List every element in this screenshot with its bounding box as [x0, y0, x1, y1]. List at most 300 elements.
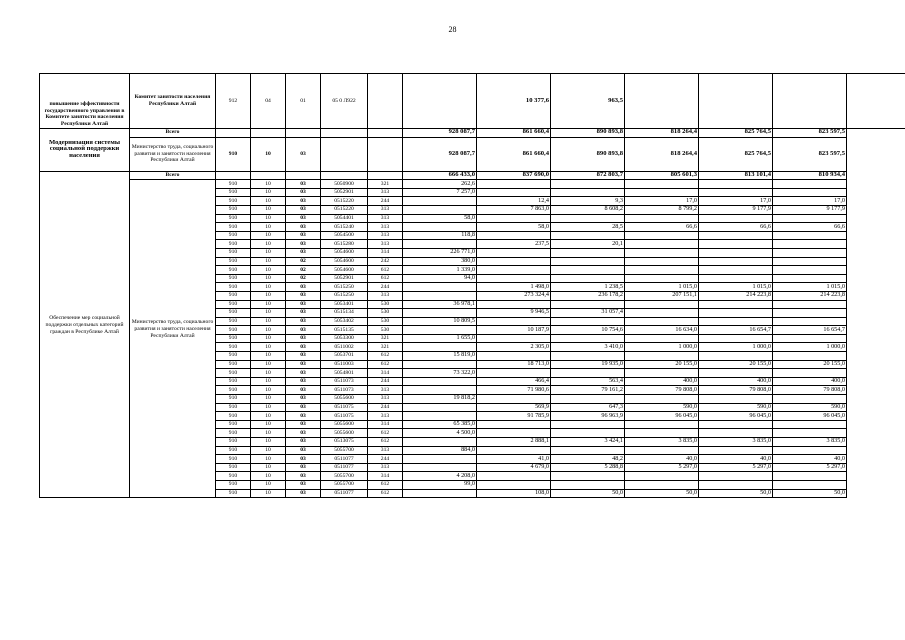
cell-vr: 612 [368, 489, 403, 498]
cell-value: 96 963,9 [551, 412, 625, 421]
cell-value [403, 291, 477, 300]
cell-value [551, 266, 625, 275]
cell-csr: 5055700 [321, 480, 368, 489]
cell-empty [251, 171, 286, 180]
cell-empty [847, 360, 905, 369]
cell-value: 2 888,1 [477, 438, 551, 447]
cell-pr: 02 [286, 266, 321, 275]
total-value: 823 597,5 [773, 129, 847, 138]
cell-empty [847, 480, 905, 489]
cell-empty [847, 188, 905, 197]
cell-empty [847, 472, 905, 481]
cell-value: 400,0 [625, 377, 699, 386]
cell-value [403, 455, 477, 464]
cell-value: 380,0 [403, 257, 477, 266]
cell-value [625, 334, 699, 343]
cell-value [625, 214, 699, 223]
cell-csr: 5050900 [321, 180, 368, 189]
cell-value [477, 369, 551, 378]
cell-value: 73 322,0 [403, 369, 477, 378]
cell-value [773, 429, 847, 438]
cell-value: 79 808,0 [773, 386, 847, 395]
cell-value [625, 188, 699, 197]
cell-empty [847, 446, 905, 455]
cell-value: 10 754,6 [551, 326, 625, 335]
cell-rz: 10 [251, 463, 286, 472]
cell-value [477, 472, 551, 481]
cell-glavn: 910 [216, 369, 251, 378]
cell-vr: 321 [368, 343, 403, 352]
cell-value: 66,6 [773, 223, 847, 232]
cell-vr [368, 74, 403, 129]
cell-value [699, 248, 773, 257]
cell-value [699, 369, 773, 378]
cell-value [403, 463, 477, 472]
cell-vr: 612 [368, 360, 403, 369]
cell-value: 563,4 [551, 377, 625, 386]
cell-value: 118,8 [403, 231, 477, 240]
cell-empty [847, 403, 905, 412]
cell-empty [847, 283, 905, 292]
total-label: Всего [130, 171, 216, 180]
cell-value [699, 352, 773, 361]
cell-pr: 03 [286, 480, 321, 489]
total-value: 837 690,0 [477, 171, 551, 180]
cell-value: 17,0 [699, 197, 773, 206]
cell-glavn: 910 [216, 352, 251, 361]
cell-pr: 03 [286, 446, 321, 455]
cell-value: 818 264,4 [625, 137, 699, 171]
cell-value: 236 178,2 [551, 291, 625, 300]
cell-rz: 10 [251, 317, 286, 326]
cell-value [551, 231, 625, 240]
cell-value: 15 819,0 [403, 352, 477, 361]
total-value: 666 433,0 [403, 171, 477, 180]
cell-glavn: 910 [216, 291, 251, 300]
cell-rz: 10 [251, 352, 286, 361]
cell-value [551, 180, 625, 189]
cell-value: 79 808,0 [625, 386, 699, 395]
cell-value: 99,0 [403, 480, 477, 489]
cell-csr: 5055600 [321, 429, 368, 438]
cell-value [699, 74, 773, 129]
cell-value: 96 045,0 [773, 412, 847, 421]
cell-empty [847, 386, 905, 395]
cell-value [551, 429, 625, 438]
cell-value: 41,0 [477, 455, 551, 464]
cell-value [699, 231, 773, 240]
total-value: 825 764,5 [699, 129, 773, 138]
cell-empty [847, 377, 905, 386]
cell-empty [847, 429, 905, 438]
cell-value [625, 274, 699, 283]
cell-glavn: 910 [216, 248, 251, 257]
cell-rz: 10 [251, 248, 286, 257]
cell-glavn: 910 [216, 334, 251, 343]
cell-value: 65 385,0 [403, 420, 477, 429]
cell-value [625, 309, 699, 318]
cell-value: 2 305,0 [477, 343, 551, 352]
cell-glavn: 910 [216, 438, 251, 447]
cell-value [403, 74, 477, 129]
cell-value [625, 352, 699, 361]
cell-value: 17,0 [625, 197, 699, 206]
cell-rz: 10 [251, 214, 286, 223]
cell-pr: 03 [286, 240, 321, 249]
cell-pr: 03 [286, 283, 321, 292]
cell-pr: 03 [286, 352, 321, 361]
cell-value [403, 197, 477, 206]
cell-empty [847, 274, 905, 283]
cell-rz: 10 [251, 455, 286, 464]
cell-empty [216, 171, 251, 180]
cell-vr: 313 [368, 214, 403, 223]
cell-empty [847, 395, 905, 404]
cell-value [773, 369, 847, 378]
cell-empty [847, 455, 905, 464]
cell-value: 1 015,0 [773, 283, 847, 292]
cell-vr: 612 [368, 274, 403, 283]
cell-empty [847, 317, 905, 326]
cell-value: 16 654,7 [699, 326, 773, 335]
total-value: 810 934,4 [773, 171, 847, 180]
cell-value: 569,9 [477, 403, 551, 412]
cell-value: 7 257,0 [403, 188, 477, 197]
cell-glavn: 910 [216, 188, 251, 197]
cell-value: 79 161,2 [551, 386, 625, 395]
cell-csr: 5052901 [321, 188, 368, 197]
cell-csr: 0515134 [321, 309, 368, 318]
cell-pr: 03 [286, 412, 321, 421]
cell-rz: 10 [251, 188, 286, 197]
cell-rz: 10 [251, 369, 286, 378]
cell-value [625, 248, 699, 257]
cell-value [773, 446, 847, 455]
cell-csr: 0511077 [321, 455, 368, 464]
cell-value: 3 424,1 [551, 438, 625, 447]
program-label: Модернизация системы социальной поддержки населения [40, 129, 130, 172]
cell-value: 20 155,0 [773, 360, 847, 369]
cell-pr: 03 [286, 231, 321, 240]
cell-value: 963,5 [551, 74, 625, 129]
cell-glavn: 910 [216, 343, 251, 352]
cell-csr: 5055700 [321, 446, 368, 455]
cell-rz: 10 [251, 274, 286, 283]
cell-value: 79 808,0 [699, 386, 773, 395]
cell-empty [847, 412, 905, 421]
cell-value: 1 015,0 [699, 283, 773, 292]
cell-glavn: 910 [216, 403, 251, 412]
cell-empty [847, 326, 905, 335]
cell-value: 96 045,0 [625, 412, 699, 421]
cell-value: 9 177,9 [773, 205, 847, 214]
cell-value [477, 395, 551, 404]
cell-value [773, 300, 847, 309]
cell-pr: 03 [286, 180, 321, 189]
cell-value: 4 679,0 [477, 463, 551, 472]
cell-pr: 03 [286, 438, 321, 447]
cell-value: 207 151,1 [625, 291, 699, 300]
cell-csr: 0511073 [321, 386, 368, 395]
cell-value: 16 634,0 [625, 326, 699, 335]
table-row [40, 171, 905, 180]
cell-empty [368, 129, 403, 138]
cell-vr: 530 [368, 326, 403, 335]
cell-pr: 03 [286, 463, 321, 472]
cell-glavn: 910 [216, 395, 251, 404]
cell-value [625, 480, 699, 489]
cell-value: 10 187,9 [477, 326, 551, 335]
cell-glavn: 910 [216, 274, 251, 283]
total-value: 805 601,3 [625, 171, 699, 180]
cell-empty [847, 463, 905, 472]
cell-empty [847, 240, 905, 249]
cell-vr: 313 [368, 291, 403, 300]
cell-value: 10 377,6 [477, 74, 551, 129]
cell-value: 36 978,1 [403, 300, 477, 309]
cell-value [625, 395, 699, 404]
cell-pr: 03 [286, 205, 321, 214]
cell-glavn: 912 [216, 74, 251, 129]
cell-value: 590,0 [625, 403, 699, 412]
cell-value [773, 274, 847, 283]
cell-value: 1 000,0 [625, 343, 699, 352]
cell-value [477, 266, 551, 275]
cell-value: 5 297,0 [773, 463, 847, 472]
cell-value [477, 274, 551, 283]
cell-pr: 03 [286, 360, 321, 369]
cell-value [699, 446, 773, 455]
table-row [40, 137, 905, 171]
cell-glavn: 910 [216, 455, 251, 464]
cell-value [773, 180, 847, 189]
cell-value [625, 420, 699, 429]
cell-value: 3 410,0 [551, 343, 625, 352]
cell-value [551, 480, 625, 489]
cell-csr: 5054600 [321, 257, 368, 266]
cell-empty [251, 129, 286, 138]
cell-value [699, 334, 773, 343]
cell-value [551, 352, 625, 361]
cell-csr: 0515240 [321, 223, 368, 232]
cell-pr: 02 [286, 257, 321, 266]
cell-pr: 03 [286, 472, 321, 481]
cell-value: 590,0 [699, 403, 773, 412]
cell-value: 96 045,0 [699, 412, 773, 421]
cell-value [551, 188, 625, 197]
cell-pr: 03 [286, 137, 321, 171]
cell-glavn: 910 [216, 240, 251, 249]
cell-rz: 10 [251, 266, 286, 275]
cell-pr: 03 [286, 386, 321, 395]
cell-vr: 314 [368, 472, 403, 481]
total-value: 890 893,8 [551, 129, 625, 138]
cell-pr: 03 [286, 248, 321, 257]
cell-value: 28,5 [551, 223, 625, 232]
cell-vr: 612 [368, 429, 403, 438]
cell-value [773, 309, 847, 318]
cell-value: 50,0 [773, 489, 847, 498]
cell-value [477, 420, 551, 429]
cell-pr: 03 [286, 343, 321, 352]
cell-glavn: 910 [216, 197, 251, 206]
cell-pr: 03 [286, 197, 321, 206]
cell-rz: 10 [251, 257, 286, 266]
cell-value: 20,1 [551, 240, 625, 249]
cell-value: 9 946,5 [477, 309, 551, 318]
cell-value [773, 317, 847, 326]
cell-value: 928 087,7 [403, 137, 477, 171]
cell-vr: 313 [368, 446, 403, 455]
cell-rz: 04 [251, 74, 286, 129]
cell-value [403, 403, 477, 412]
cell-pr: 03 [286, 455, 321, 464]
cell-vr: 313 [368, 412, 403, 421]
cell-empty [847, 369, 905, 378]
org-label: Комитет занятости населения Республики Алтай [130, 74, 216, 129]
cell-value [699, 257, 773, 266]
cell-csr: 5054801 [321, 369, 368, 378]
cell-empty [847, 248, 905, 257]
cell-vr: 321 [368, 334, 403, 343]
cell-rz: 10 [251, 480, 286, 489]
cell-glavn: 910 [216, 214, 251, 223]
cell-value [699, 480, 773, 489]
cell-vr: 244 [368, 403, 403, 412]
cell-value: 50,0 [625, 489, 699, 498]
cell-empty [847, 197, 905, 206]
cell-value [773, 352, 847, 361]
cell-rz: 10 [251, 240, 286, 249]
program-label: повышение эффективности государственного управления в Комитете занятости населения Республики Алтай [40, 74, 130, 129]
cell-value [699, 395, 773, 404]
cell-rz: 10 [251, 360, 286, 369]
cell-vr: 530 [368, 317, 403, 326]
cell-value [699, 240, 773, 249]
cell-csr: 0511075 [321, 403, 368, 412]
cell-vr: 313 [368, 240, 403, 249]
cell-empty [847, 352, 905, 361]
cell-empty [216, 129, 251, 138]
cell-glavn: 910 [216, 480, 251, 489]
cell-value: 3 835,0 [773, 438, 847, 447]
cell-csr: 0515250 [321, 283, 368, 292]
cell-vr: 313 [368, 463, 403, 472]
cell-value [625, 369, 699, 378]
cell-rz: 10 [251, 283, 286, 292]
cell-csr: 5053300 [321, 334, 368, 343]
cell-value: 226 771,0 [403, 248, 477, 257]
cell-value [477, 214, 551, 223]
cell-value: 273 324,4 [477, 291, 551, 300]
cell-csr: 0515135 [321, 326, 368, 335]
cell-rz: 10 [251, 403, 286, 412]
cell-rz: 10 [251, 300, 286, 309]
cell-value: 31 057,4 [551, 309, 625, 318]
total-value: 818 264,4 [625, 129, 699, 138]
cell-rz: 10 [251, 326, 286, 335]
cell-value [403, 343, 477, 352]
cell-csr: 5052901 [321, 274, 368, 283]
cell-csr: 5054401 [321, 214, 368, 223]
table-row [40, 74, 905, 129]
cell-value: 8 608,2 [551, 205, 625, 214]
cell-value: 1 498,0 [477, 283, 551, 292]
cell-glavn: 910 [216, 420, 251, 429]
cell-rz: 10 [251, 438, 286, 447]
cell-empty [321, 171, 368, 180]
cell-value [625, 240, 699, 249]
cell-vr: 313 [368, 223, 403, 232]
cell-value [403, 360, 477, 369]
cell-glavn: 910 [216, 317, 251, 326]
cell-pr: 03 [286, 214, 321, 223]
cell-pr: 02 [286, 274, 321, 283]
cell-extra [847, 74, 905, 129]
cell-empty [847, 231, 905, 240]
cell-csr: 5054500 [321, 231, 368, 240]
cell-rz: 10 [251, 429, 286, 438]
cell-value: 214 223,8 [699, 291, 773, 300]
cell-empty [286, 171, 321, 180]
cell-vr: 612 [368, 438, 403, 447]
cell-pr: 03 [286, 377, 321, 386]
cell-glavn: 910 [216, 326, 251, 335]
cell-rz: 10 [251, 377, 286, 386]
cell-rz: 10 [251, 420, 286, 429]
cell-csr: 5054600 [321, 266, 368, 275]
cell-value [551, 257, 625, 266]
cell-value [773, 231, 847, 240]
cell-value: 466,4 [477, 377, 551, 386]
cell-csr: 0515280 [321, 240, 368, 249]
cell-csr: 0511075 [321, 412, 368, 421]
total-label: Всего [130, 129, 216, 138]
cell-vr: 244 [368, 377, 403, 386]
cell-empty [847, 334, 905, 343]
cell-vr: 313 [368, 231, 403, 240]
cell-empty [847, 205, 905, 214]
cell-value: 91 785,9 [477, 412, 551, 421]
cell-value [551, 334, 625, 343]
cell-empty [847, 420, 905, 429]
cell-value: 19 935,0 [551, 360, 625, 369]
cell-value: 5 297,0 [699, 463, 773, 472]
cell-value [773, 214, 847, 223]
cell-rz: 10 [251, 386, 286, 395]
cell-pr: 03 [286, 429, 321, 438]
cell-value: 9 177,9 [699, 205, 773, 214]
cell-glavn: 910 [216, 205, 251, 214]
cell-rz: 10 [251, 223, 286, 232]
cell-glavn: 910 [216, 360, 251, 369]
cell-value [403, 240, 477, 249]
cell-value [551, 420, 625, 429]
cell-rz: 10 [251, 291, 286, 300]
cell-glavn: 910 [216, 223, 251, 232]
cell-empty [847, 214, 905, 223]
cell-value [773, 240, 847, 249]
cell-value: 823 597,5 [773, 137, 847, 171]
cell-vr: 313 [368, 395, 403, 404]
cell-value [625, 231, 699, 240]
cell-pr: 03 [286, 309, 321, 318]
cell-pr: 03 [286, 326, 321, 335]
org-label [130, 180, 216, 498]
cell-value [403, 283, 477, 292]
cell-value: 590,0 [773, 403, 847, 412]
table-row [40, 180, 905, 189]
